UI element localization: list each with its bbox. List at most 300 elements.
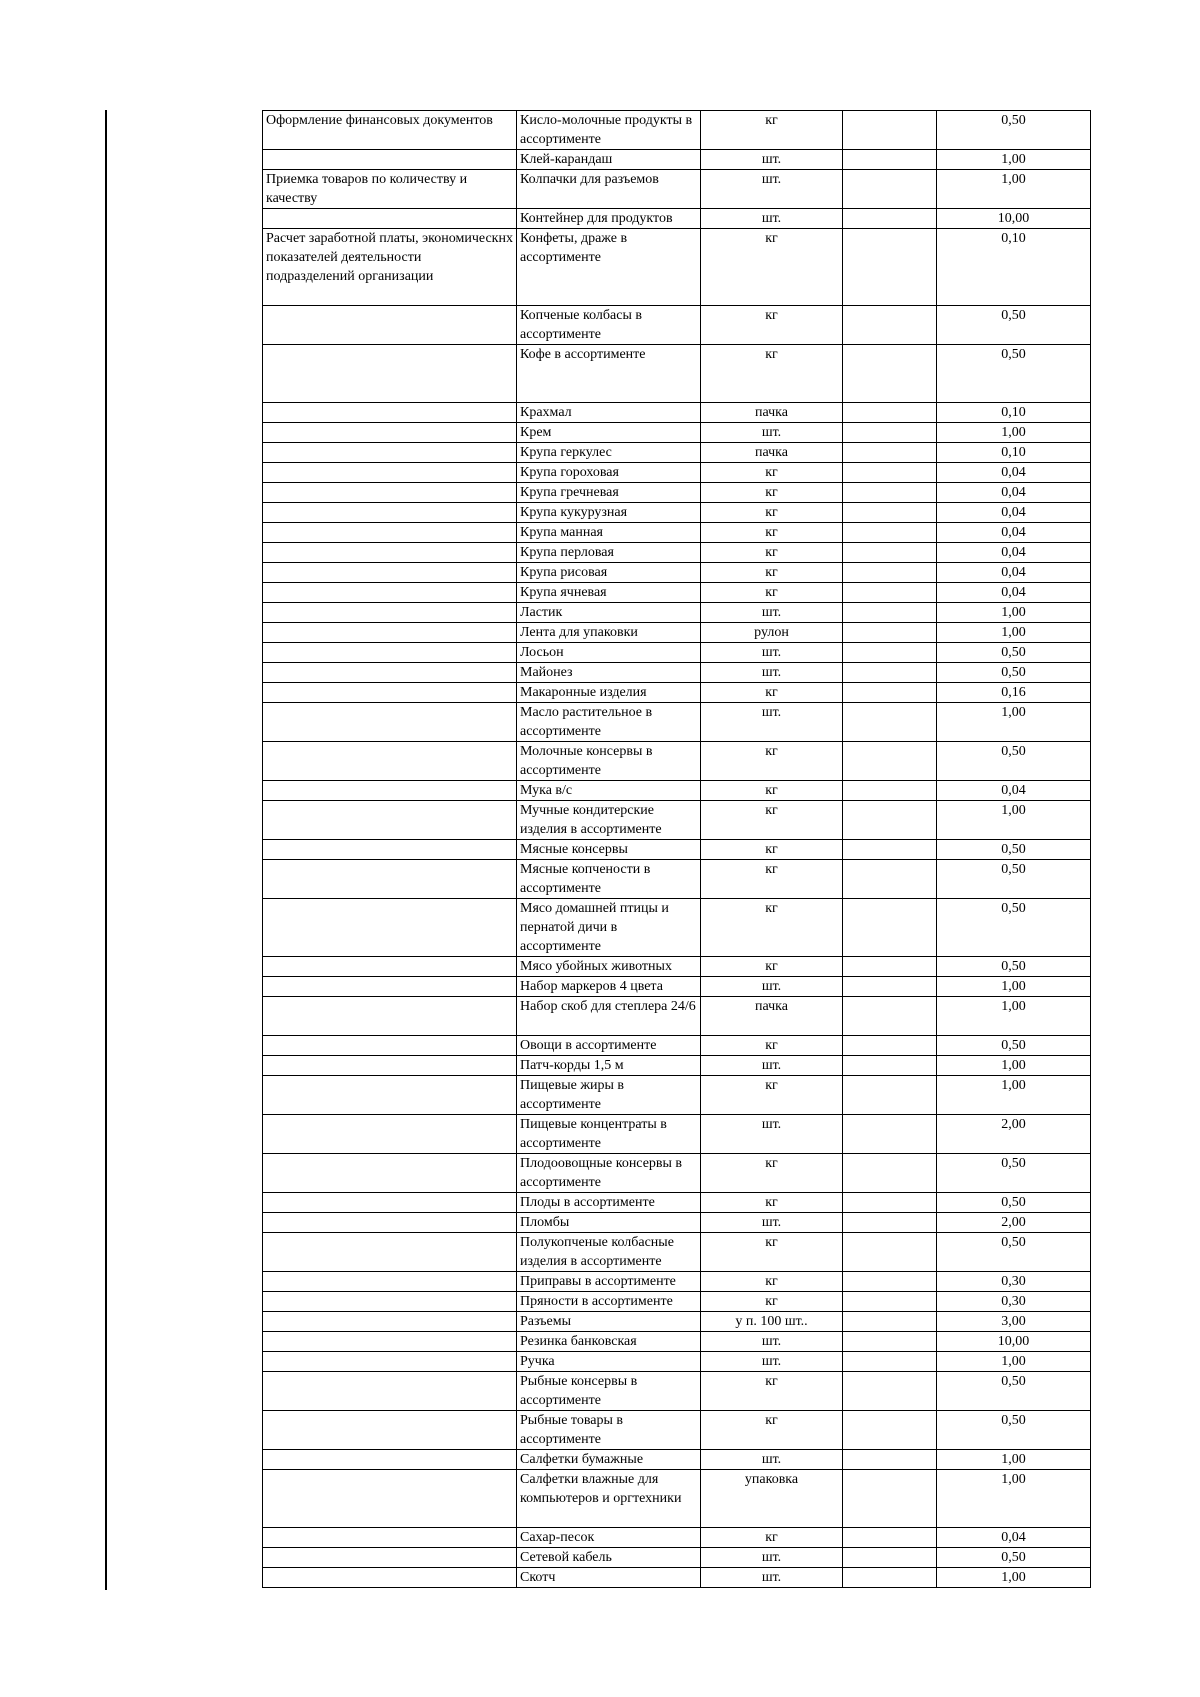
price-cell xyxy=(843,1332,937,1352)
price-cell xyxy=(843,801,937,840)
item-name-cell: Набор маркеров 4 цвета xyxy=(517,977,701,997)
unit-cell: кг xyxy=(701,345,843,403)
unit-cell: шт. xyxy=(701,603,843,623)
unit-cell: пачка xyxy=(701,997,843,1036)
unit-cell: кг xyxy=(701,563,843,583)
item-name-cell: Сетевой кабель xyxy=(517,1548,701,1568)
unit-cell: кг xyxy=(701,742,843,781)
category-cell xyxy=(263,1076,517,1115)
table-row xyxy=(263,209,1091,229)
unit-cell: шт. xyxy=(701,1548,843,1568)
item-name-cell: Салфетки бумажные xyxy=(517,1450,701,1470)
item-name-cell: Крупа ячневая xyxy=(517,583,701,603)
table-row xyxy=(263,1332,1091,1352)
category-cell xyxy=(263,781,517,801)
quantity-cell: 10,00 xyxy=(937,209,1091,229)
category-cell xyxy=(263,742,517,781)
table-row xyxy=(263,345,1091,403)
unit-cell: кг xyxy=(701,781,843,801)
category-cell xyxy=(263,1548,517,1568)
category-cell xyxy=(263,423,517,443)
quantity-cell: 0,04 xyxy=(937,563,1091,583)
quantity-cell: 1,00 xyxy=(937,703,1091,742)
item-name-cell: Овощи в ассортименте xyxy=(517,1036,701,1056)
table-row xyxy=(263,840,1091,860)
price-cell xyxy=(843,1154,937,1193)
unit-cell: кг xyxy=(701,899,843,957)
quantity-cell: 0,04 xyxy=(937,781,1091,801)
item-name-cell: Крупа кукурузная xyxy=(517,503,701,523)
category-cell xyxy=(263,1312,517,1332)
quantity-cell: 1,00 xyxy=(937,1352,1091,1372)
item-name-cell: Пряности в ассортименте xyxy=(517,1292,701,1312)
quantity-cell: 0,04 xyxy=(937,1528,1091,1548)
price-cell xyxy=(843,1272,937,1292)
table-row xyxy=(263,742,1091,781)
price-cell xyxy=(843,1568,937,1588)
unit-cell: кг xyxy=(701,1528,843,1548)
unit-cell: шт. xyxy=(701,1450,843,1470)
quantity-cell: 0,50 xyxy=(937,1154,1091,1193)
price-cell xyxy=(843,543,937,563)
item-name-cell: Крупа манная xyxy=(517,523,701,543)
category-cell xyxy=(263,1036,517,1056)
quantity-cell: 0,50 xyxy=(937,643,1091,663)
item-name-cell: Набор скоб для степлера 24/6 xyxy=(517,997,701,1036)
category-cell: Расчет заработной платы, экономическнх показателей деятельности подразделений организации xyxy=(263,229,517,306)
quantity-cell: 0,04 xyxy=(937,543,1091,563)
table-row xyxy=(263,306,1091,345)
table-row xyxy=(263,1272,1091,1292)
table-row xyxy=(263,603,1091,623)
quantity-cell: 0,50 xyxy=(937,957,1091,977)
table-row xyxy=(263,170,1091,209)
category-cell xyxy=(263,840,517,860)
unit-cell: кг xyxy=(701,1272,843,1292)
unit-cell: кг xyxy=(701,1233,843,1272)
unit-cell: кг xyxy=(701,111,843,150)
table-row xyxy=(263,150,1091,170)
unit-cell: шт. xyxy=(701,1115,843,1154)
item-name-cell: Крупа геркулес xyxy=(517,443,701,463)
quantity-cell: 10,00 xyxy=(937,1332,1091,1352)
quantity-cell: 1,00 xyxy=(937,170,1091,209)
table-row xyxy=(263,997,1091,1036)
category-cell xyxy=(263,860,517,899)
item-name-cell: Плоды в ассортименте xyxy=(517,1193,701,1213)
item-name-cell: Колпачки для разъемов xyxy=(517,170,701,209)
quantity-cell: 0,04 xyxy=(937,483,1091,503)
table-row xyxy=(263,563,1091,583)
item-name-cell: Майонез xyxy=(517,663,701,683)
unit-cell: шт. xyxy=(701,977,843,997)
item-name-cell: Пломбы xyxy=(517,1213,701,1233)
quantity-cell: 0,50 xyxy=(937,345,1091,403)
category-cell xyxy=(263,583,517,603)
price-cell xyxy=(843,1213,937,1233)
table-row xyxy=(263,1115,1091,1154)
unit-cell: кг xyxy=(701,306,843,345)
category-cell xyxy=(263,503,517,523)
quantity-cell: 0,30 xyxy=(937,1292,1091,1312)
quantity-cell: 0,50 xyxy=(937,742,1091,781)
table-row xyxy=(263,781,1091,801)
category-cell: Оформление финансовых документов xyxy=(263,111,517,150)
category-cell xyxy=(263,1233,517,1272)
item-name-cell: Кофе в ассортименте xyxy=(517,345,701,403)
unit-cell: кг xyxy=(701,523,843,543)
price-cell xyxy=(843,1076,937,1115)
category-cell xyxy=(263,1568,517,1588)
price-cell xyxy=(843,1411,937,1450)
table-row xyxy=(263,1372,1091,1411)
quantity-cell: 0,10 xyxy=(937,403,1091,423)
table-row xyxy=(263,543,1091,563)
category-cell xyxy=(263,1056,517,1076)
quantity-cell: 0,50 xyxy=(937,1372,1091,1411)
table-row xyxy=(263,801,1091,840)
table-row xyxy=(263,403,1091,423)
table-row xyxy=(263,1528,1091,1548)
quantity-cell: 1,00 xyxy=(937,1076,1091,1115)
quantity-cell: 1,00 xyxy=(937,977,1091,997)
category-cell xyxy=(263,1470,517,1528)
price-cell xyxy=(843,1548,937,1568)
unit-cell: кг xyxy=(701,1372,843,1411)
table-row xyxy=(263,1568,1091,1588)
category-cell xyxy=(263,1115,517,1154)
item-name-cell: Рыбные товары в ассортименте xyxy=(517,1411,701,1450)
price-cell xyxy=(843,563,937,583)
price-cell xyxy=(843,977,937,997)
category-cell xyxy=(263,1272,517,1292)
item-name-cell: Крахмал xyxy=(517,403,701,423)
price-cell xyxy=(843,229,937,306)
quantity-cell: 1,00 xyxy=(937,1056,1091,1076)
table-row xyxy=(263,1312,1091,1332)
item-name-cell: Сахар-песок xyxy=(517,1528,701,1548)
category-cell xyxy=(263,703,517,742)
unit-cell: шт. xyxy=(701,663,843,683)
price-cell xyxy=(843,703,937,742)
item-name-cell: Ластик xyxy=(517,603,701,623)
price-cell xyxy=(843,1233,937,1272)
quantity-cell: 0,50 xyxy=(937,663,1091,683)
unit-cell: пачка xyxy=(701,403,843,423)
unit-cell: шт. xyxy=(701,170,843,209)
table-row xyxy=(263,1450,1091,1470)
unit-cell: шт. xyxy=(701,1352,843,1372)
left-margin-rule xyxy=(105,110,107,1590)
category-cell xyxy=(263,1292,517,1312)
table-row xyxy=(263,1193,1091,1213)
quantity-cell: 1,00 xyxy=(937,423,1091,443)
category-cell xyxy=(263,563,517,583)
category-cell xyxy=(263,543,517,563)
item-name-cell: Мучные кондитерские изделия в ассортименте xyxy=(517,801,701,840)
quantity-cell: 0,50 xyxy=(937,860,1091,899)
table-row xyxy=(263,463,1091,483)
price-cell xyxy=(843,1193,937,1213)
unit-cell: упаковка xyxy=(701,1470,843,1528)
table-row xyxy=(263,663,1091,683)
unit-cell: рулон xyxy=(701,623,843,643)
unit-cell: кг xyxy=(701,801,843,840)
unit-cell: кг xyxy=(701,1292,843,1312)
quantity-cell: 0,10 xyxy=(937,443,1091,463)
quantity-cell: 2,00 xyxy=(937,1213,1091,1233)
price-cell xyxy=(843,683,937,703)
item-name-cell: Мясные консервы xyxy=(517,840,701,860)
price-cell xyxy=(843,1115,937,1154)
item-name-cell: Пищевые концентраты в ассортименте xyxy=(517,1115,701,1154)
price-cell xyxy=(843,523,937,543)
item-name-cell: Полукопченые колбасные изделия в ассортименте xyxy=(517,1233,701,1272)
price-cell xyxy=(843,345,937,403)
category-cell xyxy=(263,663,517,683)
quantity-cell: 1,00 xyxy=(937,1470,1091,1528)
category-cell xyxy=(263,1411,517,1450)
quantity-cell: 0,16 xyxy=(937,683,1091,703)
quantity-cell: 0,04 xyxy=(937,583,1091,603)
item-name-cell: Крупа перловая xyxy=(517,543,701,563)
item-name-cell: Кисло-молочные продукты в ассортименте xyxy=(517,111,701,150)
category-cell xyxy=(263,443,517,463)
unit-cell: кг xyxy=(701,1411,843,1450)
price-cell xyxy=(843,503,937,523)
item-name-cell: Крупа рисовая xyxy=(517,563,701,583)
quantity-cell: 0,04 xyxy=(937,463,1091,483)
price-cell xyxy=(843,997,937,1036)
unit-cell: шт. xyxy=(701,1332,843,1352)
item-name-cell: Ручка xyxy=(517,1352,701,1372)
item-name-cell: Мясные копчености в ассортименте xyxy=(517,860,701,899)
unit-cell: шт. xyxy=(701,423,843,443)
price-cell xyxy=(843,1470,937,1528)
item-name-cell: Клей-карандаш xyxy=(517,150,701,170)
category-cell xyxy=(263,463,517,483)
unit-cell: кг xyxy=(701,503,843,523)
item-name-cell: Салфетки влажные для компьютеров и оргтехники xyxy=(517,1470,701,1528)
category-cell xyxy=(263,1352,517,1372)
price-cell xyxy=(843,1528,937,1548)
quantity-cell: 0,50 xyxy=(937,1548,1091,1568)
quantity-cell: 0,50 xyxy=(937,1233,1091,1272)
category-cell xyxy=(263,1154,517,1193)
price-cell xyxy=(843,150,937,170)
quantity-cell: 0,50 xyxy=(937,111,1091,150)
price-cell xyxy=(843,603,937,623)
category-cell xyxy=(263,209,517,229)
quantity-cell: 1,00 xyxy=(937,150,1091,170)
table-row xyxy=(263,1548,1091,1568)
item-name-cell: Разъемы xyxy=(517,1312,701,1332)
price-cell xyxy=(843,663,937,683)
item-name-cell: Патч-корды 1,5 м xyxy=(517,1056,701,1076)
item-name-cell: Рыбные консервы в ассортименте xyxy=(517,1372,701,1411)
unit-cell: шт. xyxy=(701,1568,843,1588)
table-row xyxy=(263,1292,1091,1312)
item-name-cell: Мясо домашней птицы и пернатой дичи в ассортименте xyxy=(517,899,701,957)
unit-cell: кг xyxy=(701,1154,843,1193)
unit-cell: шт. xyxy=(701,1213,843,1233)
unit-cell: шт. xyxy=(701,1056,843,1076)
category-cell xyxy=(263,403,517,423)
price-cell xyxy=(843,1372,937,1411)
category-cell xyxy=(263,1372,517,1411)
price-cell xyxy=(843,623,937,643)
unit-cell: кг xyxy=(701,957,843,977)
unit-cell: пачка xyxy=(701,443,843,463)
table-row xyxy=(263,443,1091,463)
table-row xyxy=(263,643,1091,663)
table-row xyxy=(263,423,1091,443)
quantity-cell: 2,00 xyxy=(937,1115,1091,1154)
price-cell xyxy=(843,111,937,150)
unit-cell: шт. xyxy=(701,703,843,742)
category-cell xyxy=(263,643,517,663)
quantity-cell: 0,30 xyxy=(937,1272,1091,1292)
quantity-cell: 1,00 xyxy=(937,603,1091,623)
price-cell xyxy=(843,860,937,899)
category-cell: Приемка товаров по количеству и качеству xyxy=(263,170,517,209)
price-cell xyxy=(843,1352,937,1372)
price-cell xyxy=(843,742,937,781)
item-name-cell: Масло растительное в ассортименте xyxy=(517,703,701,742)
quantity-cell: 0,50 xyxy=(937,840,1091,860)
unit-cell: кг xyxy=(701,463,843,483)
category-cell xyxy=(263,683,517,703)
quantity-cell: 1,00 xyxy=(937,1568,1091,1588)
category-cell xyxy=(263,345,517,403)
table-row xyxy=(263,977,1091,997)
price-cell xyxy=(843,423,937,443)
price-cell xyxy=(843,1056,937,1076)
unit-cell: шт. xyxy=(701,150,843,170)
table-row xyxy=(263,1213,1091,1233)
unit-cell: кг xyxy=(701,583,843,603)
item-name-cell: Резинка банковская xyxy=(517,1332,701,1352)
table-row xyxy=(263,860,1091,899)
price-cell xyxy=(843,583,937,603)
quantity-cell: 1,00 xyxy=(937,623,1091,643)
unit-cell: шт. xyxy=(701,643,843,663)
table-row xyxy=(263,1233,1091,1272)
table-row xyxy=(263,683,1091,703)
price-cell xyxy=(843,643,937,663)
price-cell xyxy=(843,899,937,957)
item-name-cell: Макаронные изделия xyxy=(517,683,701,703)
category-cell xyxy=(263,957,517,977)
table-row xyxy=(263,1154,1091,1193)
item-name-cell: Молочные консервы в ассортименте xyxy=(517,742,701,781)
category-cell xyxy=(263,150,517,170)
price-cell xyxy=(843,1292,937,1312)
category-cell xyxy=(263,977,517,997)
table-row xyxy=(263,957,1091,977)
unit-cell: шт. xyxy=(701,209,843,229)
unit-cell: кг xyxy=(701,840,843,860)
item-name-cell: Крупа гороховая xyxy=(517,463,701,483)
item-name-cell: Лента для упаковки xyxy=(517,623,701,643)
table-row xyxy=(263,899,1091,957)
unit-cell: у п. 100 шт.. xyxy=(701,1312,843,1332)
item-name-cell: Приправы в ассортименте xyxy=(517,1272,701,1292)
item-name-cell: Мука в/с xyxy=(517,781,701,801)
materials-table xyxy=(262,110,1091,1588)
item-name-cell: Крупа гречневая xyxy=(517,483,701,503)
quantity-cell: 0,04 xyxy=(937,503,1091,523)
item-name-cell: Копченые колбасы в ассортименте xyxy=(517,306,701,345)
price-cell xyxy=(843,306,937,345)
unit-cell: кг xyxy=(701,683,843,703)
table-row xyxy=(263,523,1091,543)
price-cell xyxy=(843,483,937,503)
category-cell xyxy=(263,306,517,345)
price-cell xyxy=(843,1036,937,1056)
price-cell xyxy=(843,1450,937,1470)
table-row xyxy=(263,1036,1091,1056)
category-cell xyxy=(263,603,517,623)
price-cell xyxy=(843,403,937,423)
item-name-cell: Лосьон xyxy=(517,643,701,663)
table-row xyxy=(263,1056,1091,1076)
quantity-cell: 1,00 xyxy=(937,1450,1091,1470)
table-row xyxy=(263,623,1091,643)
category-cell xyxy=(263,1213,517,1233)
category-cell xyxy=(263,1193,517,1213)
materials-table-body xyxy=(263,111,1091,1588)
unit-cell: кг xyxy=(701,483,843,503)
unit-cell: кг xyxy=(701,229,843,306)
price-cell xyxy=(843,840,937,860)
quantity-cell: 3,00 xyxy=(937,1312,1091,1332)
category-cell xyxy=(263,899,517,957)
quantity-cell: 1,00 xyxy=(937,801,1091,840)
category-cell xyxy=(263,623,517,643)
table-row xyxy=(263,229,1091,306)
table-row xyxy=(263,583,1091,603)
category-cell xyxy=(263,997,517,1036)
quantity-cell: 0,50 xyxy=(937,1411,1091,1450)
price-cell xyxy=(843,209,937,229)
quantity-cell: 0,50 xyxy=(937,306,1091,345)
price-cell xyxy=(843,463,937,483)
table-row xyxy=(263,703,1091,742)
category-cell xyxy=(263,801,517,840)
item-name-cell: Пищевые жиры в ассортименте xyxy=(517,1076,701,1115)
item-name-cell: Контейнер для продуктов xyxy=(517,209,701,229)
item-name-cell: Скотч xyxy=(517,1568,701,1588)
table-row xyxy=(263,1411,1091,1450)
item-name-cell: Конфеты, драже в ассортименте xyxy=(517,229,701,306)
unit-cell: кг xyxy=(701,860,843,899)
table-row xyxy=(263,1470,1091,1528)
price-cell xyxy=(843,781,937,801)
price-cell xyxy=(843,957,937,977)
price-cell xyxy=(843,443,937,463)
quantity-cell: 1,00 xyxy=(937,997,1091,1036)
table-row xyxy=(263,111,1091,150)
unit-cell: кг xyxy=(701,1076,843,1115)
quantity-cell: 0,04 xyxy=(937,523,1091,543)
unit-cell: кг xyxy=(701,1036,843,1056)
quantity-cell: 0,50 xyxy=(937,1193,1091,1213)
unit-cell: кг xyxy=(701,1193,843,1213)
item-name-cell: Плодоовощные консервы в ассортименте xyxy=(517,1154,701,1193)
price-cell xyxy=(843,1312,937,1332)
table-row xyxy=(263,1076,1091,1115)
